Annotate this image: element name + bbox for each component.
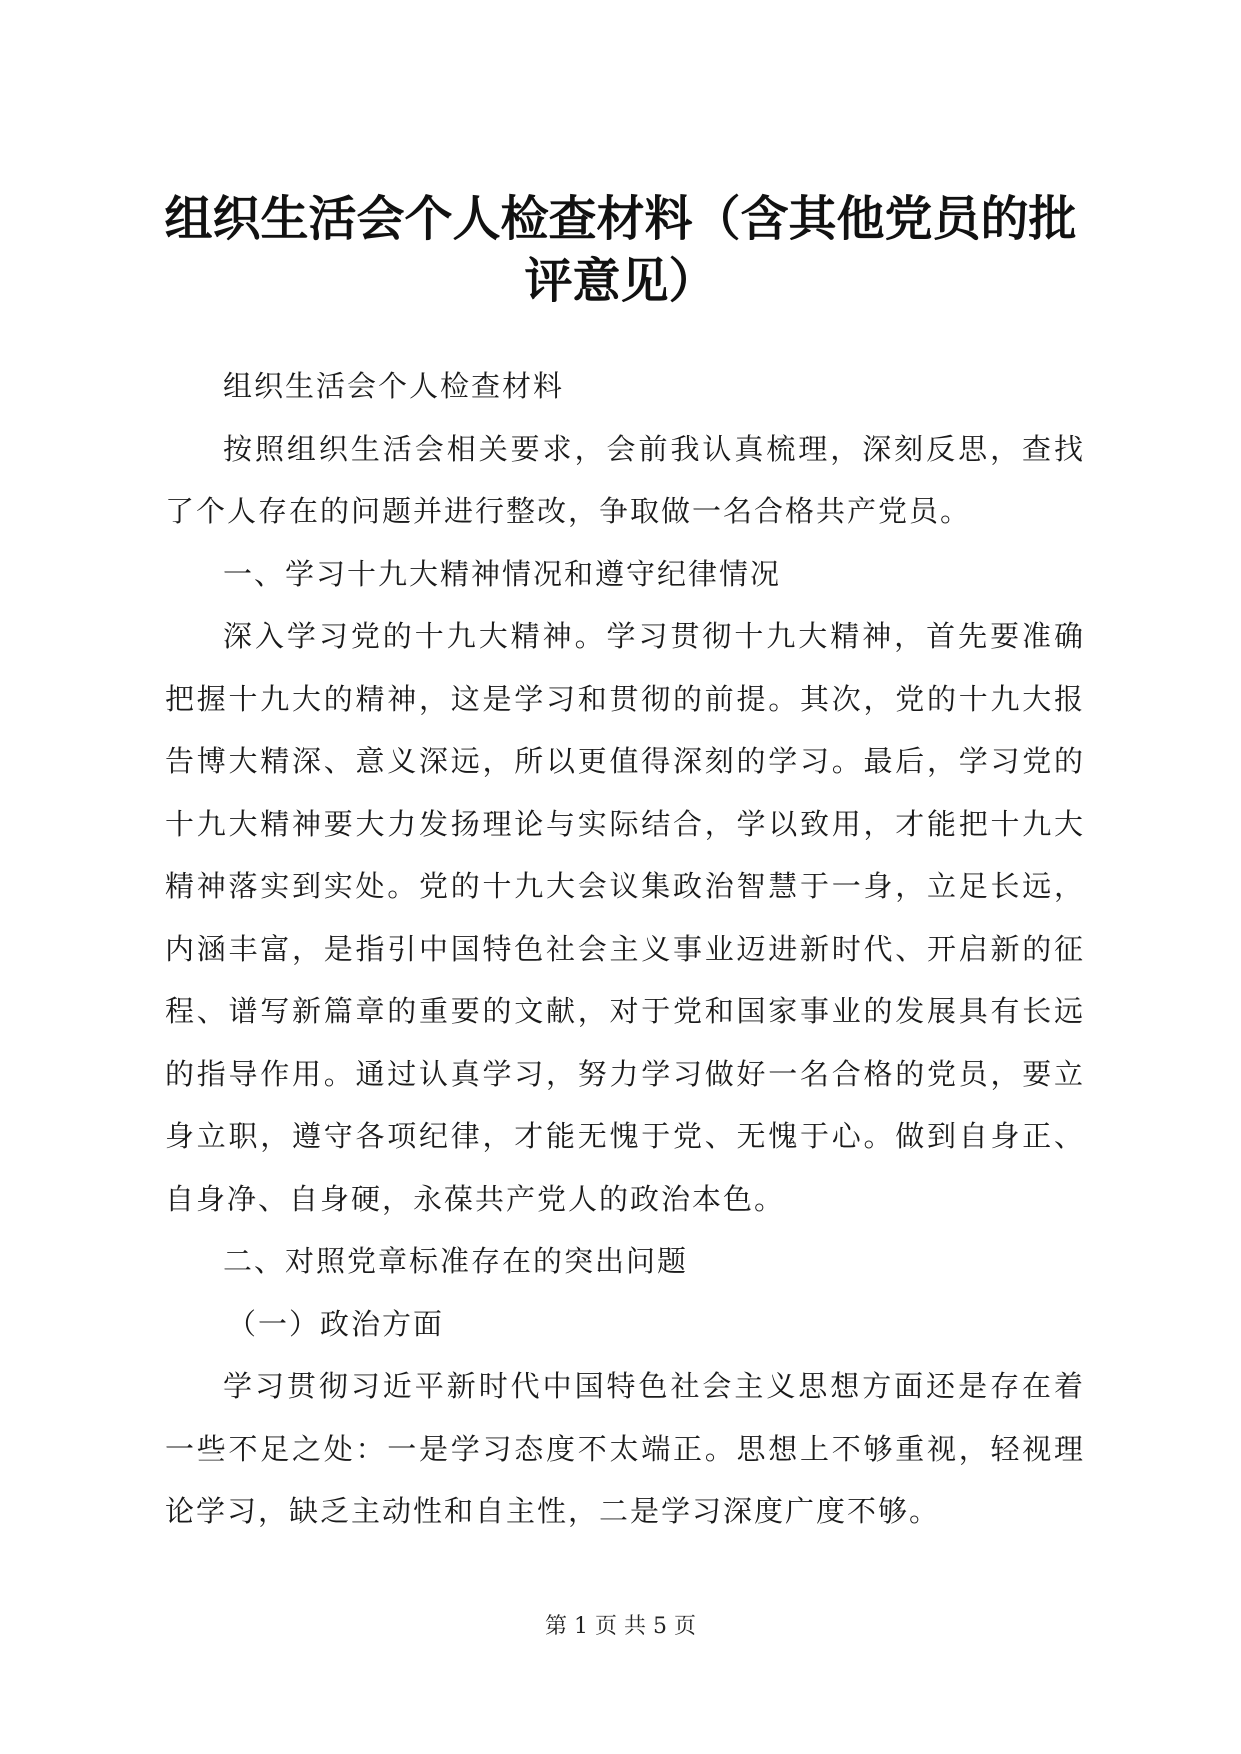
subsection-heading-1: （一）政治方面 bbox=[227, 1306, 445, 1341]
paragraph-intro: 按照组织生活会相关要求，会前我认真梳理，深刻反思，查找了个人存在的问题并进行整改，争取做一名合格共产党员。 bbox=[165, 431, 1085, 528]
paragraph-political: 学习贯彻习近平新时代中国特色社会主义思想方面还是存在着一些不足之处：一是学习态度不太端正。思想上不够重视，轻视理论学习，缺乏主动性和自主性，二是学习深度广度不够。 bbox=[165, 1369, 1085, 1528]
paragraph-heading: 组织生活会个人检查材料 bbox=[223, 369, 565, 403]
document-title: 组织生活会个人检查材料（含其他党员的批评意见） bbox=[164, 191, 1077, 309]
paragraph-study: 深入学习党的十九大精神。学习贯彻十九大精神，首先要准确把握十九大的精神，这是学习和贯彻的前提。其次，党的十九大报告博大精深、意义深远，所以更值得深刻的学习。最后，学习党的十九大精神要大力发扬理论与实际结合，学以致用，才能把十九大精神落实到实处。党的十九大会议集政治智慧于一身，立足长远，内涵丰富，是指引中国特色社会主义事业迈进新时代、开启新的征程、谱写新篇章的重要的文献，对于党和国家事业的发展具有长远的指导作用。通过认真学习，努力学习做好一名合格的党员，要立身立职，遵守各项纪律，才能无愧于党、无愧于心。做到自身正、自身净、自身硬，永葆共产党人的政治本色。 bbox=[165, 619, 1085, 1216]
section-heading-2: 二、对照党章标准存在的突出问题 bbox=[223, 1244, 689, 1278]
document-body bbox=[165, 355, 1085, 1543]
page-number: 第 1 页 共 5 页 bbox=[545, 1614, 696, 1639]
section-heading-1: 一、学习十九大精神情况和遵守纪律情况 bbox=[223, 556, 782, 591]
